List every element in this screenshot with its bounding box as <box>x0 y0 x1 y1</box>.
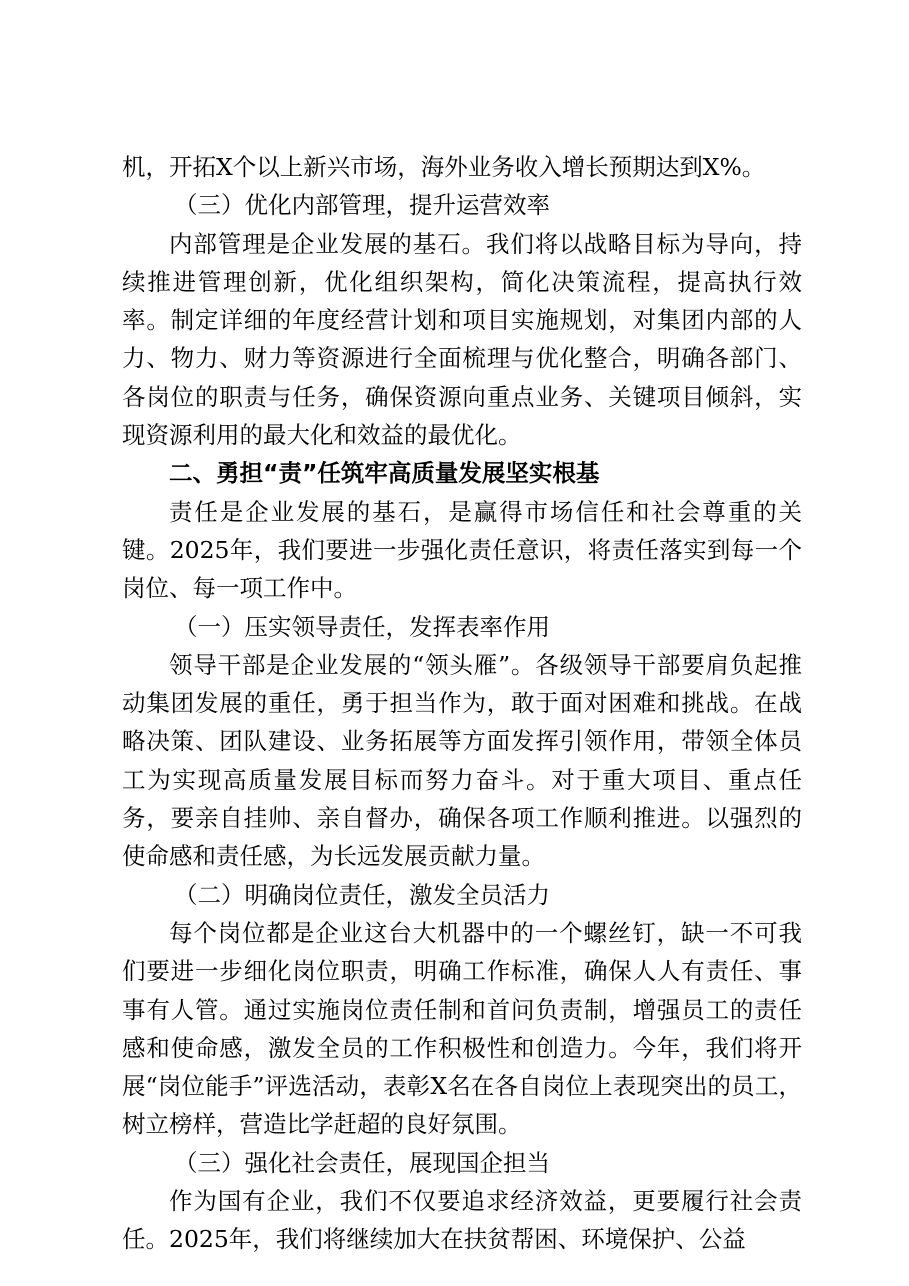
subheading-social-responsibility: （三）强化社会责任，展现国企担当 <box>174 1148 550 1177</box>
paragraph-responsibility-intro: 责任是企业发展的基石，是赢得市场信任和社会尊重的关键。2025年，我们要进一步强化责任意识，将责任落实到每一个岗位、每一项工作中。 <box>122 497 802 603</box>
paragraph-social-responsibility: 作为国有企业，我们不仅要追求经济效益，更要履行社会责任。2025年，我们将继续加大在扶贫帮困、环境保护、公益 <box>122 1187 802 1254</box>
paragraph-continued: 机，开拓X个以上新兴市场，海外业务收入增长预期达到X%。 <box>122 153 766 181</box>
paragraph-leadership: 领导干部是企业发展的“领头雁”。各级领导干部要肩负起推动集团发展的重任，勇于担当作为，敢于面对困难和挑战。在战略决策、团队建设、业务拓展等方面发挥引领作用，带领全体员工为实现高质量发展目标而努力奋斗。对于重大项目、重点任务，要亲自挂帅、亲自督办，确保各项工作顺利推进。以强烈的使命感和责任感，为长远发展贡献力量。 <box>122 650 802 871</box>
paragraph-internal-management: 内部管理是企业发展的基石。我们将以战略目标为导向，持续推进管理创新，优化组织架构，简化决策流程，提高执行效率。制定详细的年度经营计划和项目实施规划，对集团内部的人力、物力、财力等资源进行全面梳理与优化整合，明确各部门、各岗位的职责与任务，确保资源向重点业务、关键项目倾斜，实现资源利用的最大化和效益的最优化。 <box>122 229 802 450</box>
subheading-leadership-responsibility: （一）压实领导责任，发挥表率作用 <box>174 612 550 641</box>
subheading-optimize-management: （三）优化内部管理，提升运营效率 <box>174 191 550 220</box>
paragraph-post-responsibility: 每个岗位都是企业这台大机器中的一个螺丝钉，缺一不可我们要进一步细化岗位职责，明确工作标准，确保人人有责任、事事有人管。通过实施岗位责任制和首问负责制，增强员工的责任感和使命感，激发全员的工作积极性和创造力。今年，我们将开展“岗位能手”评选活动，表彰X名在各自岗位上表现突出的员工，树立榜样，营造比学赶超的良好氛围。 <box>122 918 802 1139</box>
document-body <box>122 148 802 1259</box>
section-heading-responsibility: 二、勇担“责”任筑牢高质量发展坚实根基 <box>169 459 600 488</box>
subheading-post-responsibility: （二）明确岗位责任，激发全员活力 <box>174 880 550 909</box>
